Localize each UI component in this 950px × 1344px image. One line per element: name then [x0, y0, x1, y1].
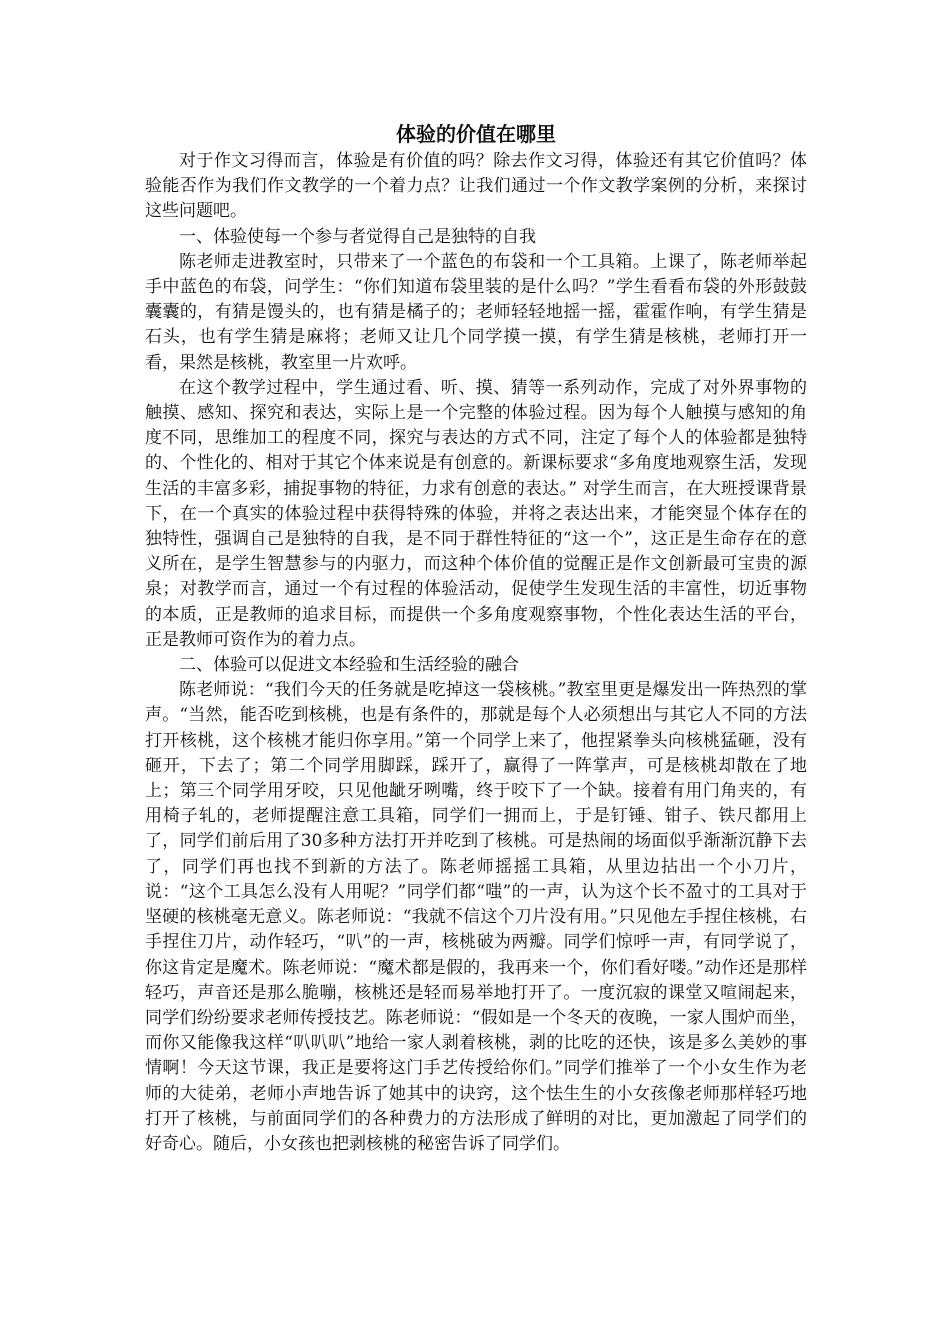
- section-heading-2: 二、体验可以促进文本经验和生活经验的融合: [179, 655, 519, 676]
- document-title: 体验的价值在哪里: [396, 122, 556, 146]
- body-paragraph: 陈老师走进教室时，只带来了一个蓝色的布袋和一个工具箱。上课了，陈老师举起手中蓝色的布袋，问学生：“你们知道布袋里装的是什么吗？”学生看看布袋的外形鼓鼓囊囊的，有猜是馒头的，也有猜是橘子的；老师轻轻地摇一摇，霍霍作响，有学生猜是石头，也有学生猜是麻将；老师又让几个同学摸一摸，有学生猜是核桃，老师打开一看，果然是核桃，教室里一片欢呼。: [145, 251, 807, 373]
- body-paragraph: 陈老师说：“我们今天的任务就是吃掉这一袋核桃。”教室里更是爆发出一阵热烈的掌声。“当然，能否吃到核桃，也是有条件的，那就是每个人必须想出与其它人不同的方法打开核桃，这个核桃才能归你享用。”第一个同学上来了，他捏紧拳头向核桃猛砸，没有砸开，下去了；第二个同学用脚踩，踩开了，赢得了一阵掌声，可是核桃却散在了地上；第三个同学用牙咬，只见他龇牙咧嘴，终于咬下了一个缺。接着有用门角夹的，有用椅子轧的，老师提醒注意工具箱，同学们一拥而上，于是钉锤、钳子、铁尺都用上了，同学们前后用了30多种方法打开并吃到了核桃。可是热闹的场面似乎渐渐沉静下去了，同学们再也找不到新的方法了。陈老师摇摇工具箱，从里边拈出一个小刀片，说：“这个工具怎么没有人用呢？”同学们都“嗤”的一声，认为这个长不盈寸的工具对于坚硬的核桃毫无意义。陈老师说：“我就不信这个刀片没有用。”只见他左手捏住核桃，右手捏住刀片，动作轻巧，“叭”的一声，核桃破为两瓣。同学们惊呼一声，有同学说了，你这肯定是魔术。陈老师说：“魔术都是假的，我再来一个，你们看好喽。”动作还是那样轻巧，声音还是那么脆嘣，核桃还是轻而易举地打开了。一度沉寂的课堂又喧闹起来，同学们纷纷要求老师传授技艺。陈老师说：“假如是一个冬天的夜晚，一家人围炉而坐，而你又能像我这样“叭叭叭”地给一家人剥着核桃，剥的比吃的还快，该是多么美妙的事情啊！今天这节课，我正是要将这门手艺传授给你们。”同学们推举了一个小女生作为老师的大徒弟，老师小声地告诉了她其中的诀窍，这个怯生生的小女孩像老师那样轻巧地打开了核桃，与前面同学们的各种费力的方法形成了鲜明的对比，更加激起了同学们的好奇心。随后，小女孩也把剥核桃的秘密告诉了同学们。: [145, 680, 807, 1154]
- body-paragraph: 在这个教学过程中，学生通过看、听、摸、猜等一系列动作，完成了对外界事物的触摸、感知、探究和表达，实际上是一个完整的体验过程。因为每个人触摸与感知的角度不同，思维加工的程度不同，探究与表达的方式不同，注定了每个人的体验都是独特的、个性化的、相对于其它个体来说是有创意的。新课标要求“多角度地观察生活，发现生活的丰富多彩，捕捉事物的特征，力求有创意的表达。” 对学生而言，在大班授课背景下，在一个真实的体验过程中获得特殊的体验，并将之表达出来，才能突显个体存在的独特性，强调自己是独特的自我，是不同于群性特征的“这一个”，这正是生命存在的意义所在，是学生智慧参与的内驱力，而这种个体价值的觉醒正是作文创新最可宝贵的源泉；对教学而言，通过一个有过程的体验活动，促使学生发现生活的丰富性，切近事物的本质，正是教师的追求目标，而提供一个多角度观察事物，个性化表达生活的平台，正是教师可资作为的着力点。: [145, 377, 807, 650]
- section-heading-1: 一、体验使每一个参与者觉得自己是独特的自我: [179, 226, 536, 247]
- document-page: [145, 120, 807, 1157]
- intro-paragraph: 对于作文习得而言，体验是有价值的吗？除去作文习得，体验还有其它价值吗？体验能否作为我们作文教学的一个着力点？让我们通过一个作文教学案例的分析，来探讨这些问题吧。: [145, 151, 807, 222]
